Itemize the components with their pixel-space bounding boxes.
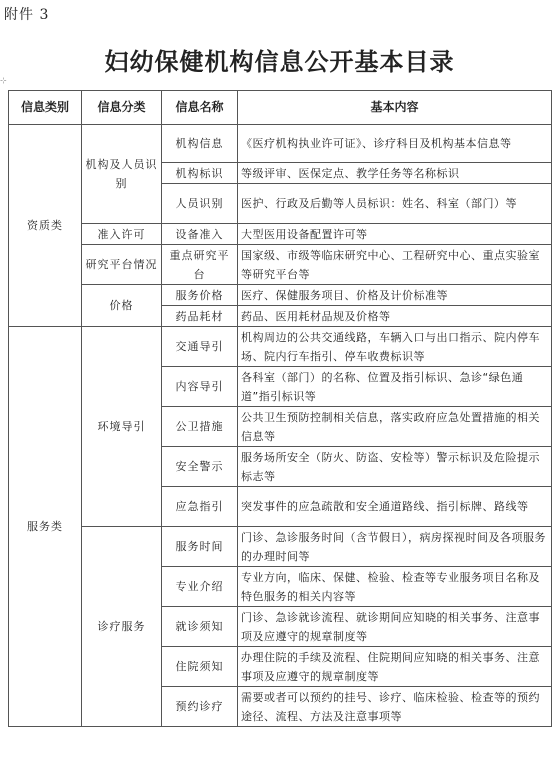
item-content-cell: 等级评审、医保定点、教学任务等名称标识 [238, 163, 552, 184]
margin-marker-icon: ⊹ [0, 76, 7, 85]
classification-cell: 价格 [82, 285, 162, 327]
item-name-cell: 服务价格 [162, 285, 238, 306]
item-content-cell: 门诊、急诊就诊流程、就诊期间应知晓的相关事务、注意事项及应遵守的规章制度等 [238, 607, 552, 647]
item-content-cell: 需要或者可以预约的挂号、诊疗、临床检验、检查等的预约途径、流程、方法及注意事项等 [238, 687, 552, 727]
item-name-cell: 专业介绍 [162, 567, 238, 607]
item-content-cell: 办理住院的手续及流程、住院期间应知晓的相关事务、注意事项及应遵守的规章制度等 [238, 647, 552, 687]
item-name-cell: 药品耗材 [162, 306, 238, 327]
item-name-cell: 设备准入 [162, 224, 238, 245]
item-name-cell: 服务时间 [162, 527, 238, 567]
classification-cell: 研究平台情况 [82, 245, 162, 285]
item-name-cell: 住院须知 [162, 647, 238, 687]
table-row [9, 125, 552, 163]
item-content-cell: 门诊、急诊服务时间（含节假日），病房探视时间及各项服务的办理时间等 [238, 527, 552, 567]
classification-cell: 诊疗服务 [82, 527, 162, 727]
item-name-cell: 安全警示 [162, 447, 238, 487]
item-name-cell: 就诊须知 [162, 607, 238, 647]
column-header: 信息分类 [82, 91, 162, 125]
table-row [9, 527, 552, 567]
item-content-cell: 专业方向，临床、保健、检验、检查等专业服务项目名称及特色服务的相关内容等 [238, 567, 552, 607]
item-name-cell: 机构信息 [162, 125, 238, 163]
item-content-cell: 国家级、市级等临床研究中心、工程研究中心、重点实验室等研究平台等 [238, 245, 552, 285]
item-content-cell: 《医疗机构执业许可证》、诊疗科目及机构基本信息等 [238, 125, 552, 163]
item-name-cell: 交通导引 [162, 327, 238, 367]
item-content-cell: 各科室（部门）的名称、位置及指引标识、急诊“绿色通道”指引标识等 [238, 367, 552, 407]
item-content-cell: 突发事件的应急疏散和安全通道路线、指引标牌、路线等 [238, 487, 552, 527]
table-row [9, 245, 552, 285]
item-content-cell: 大型医用设备配置许可等 [238, 224, 552, 245]
table-row [9, 285, 552, 306]
item-content-cell: 医疗、保健服务项目、价格及计价标准等 [238, 285, 552, 306]
attachment-label: 附件 3 [4, 7, 50, 23]
item-name-cell: 人员识别 [162, 184, 238, 224]
item-name-cell: 机构标识 [162, 163, 238, 184]
classification-cell: 环境导引 [82, 327, 162, 527]
page-title: 妇幼保健机构信息公开基本目录 [104, 48, 455, 76]
table-header-row [9, 91, 552, 125]
column-header: 信息类别 [9, 91, 82, 125]
item-content-cell: 服务场所安全（防火、防盗、安检等）警示标识及危险提示标志等 [238, 447, 552, 487]
item-name-cell: 公卫措施 [162, 407, 238, 447]
classification-cell: 机构及人员识别 [82, 125, 162, 224]
item-content-cell: 机构周边的公共交通线路，车辆入口与出口指示、院内停车场、院内行车指引、停车收费标识等 [238, 327, 552, 367]
item-name-cell: 内容导引 [162, 367, 238, 407]
table-row [9, 327, 552, 367]
classification-cell: 准入许可 [82, 224, 162, 245]
category-cell: 资质类 [9, 125, 82, 327]
item-content-cell: 医护、行政及后勤等人员标识：姓名、科室（部门）等 [238, 184, 552, 224]
item-name-cell: 预约诊疗 [162, 687, 238, 727]
item-content-cell: 药品、医用耗材品规及价格等 [238, 306, 552, 327]
item-name-cell: 重点研究平台 [162, 245, 238, 285]
column-header: 信息名称 [162, 91, 238, 125]
item-name-cell: 应急指引 [162, 487, 238, 527]
item-content-cell: 公共卫生预防控制相关信息，落实政府应急处置措施的相关信息等 [238, 407, 552, 447]
category-cell: 服务类 [9, 327, 82, 727]
directory-table [8, 90, 552, 727]
column-header: 基本内容 [238, 91, 552, 125]
table-row [9, 224, 552, 245]
